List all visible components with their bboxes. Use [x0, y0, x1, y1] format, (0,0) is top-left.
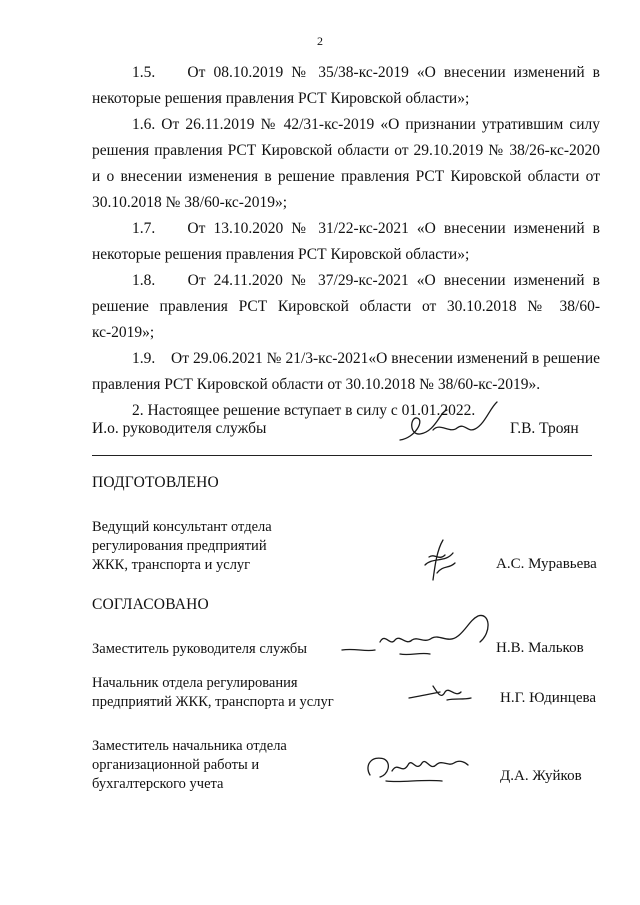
- page-number: 2: [317, 34, 323, 48]
- item-1-6: 1.6. От 26.11.2019 № 42/31-кс-2019 «О признании утратившим силу решения правления РСТ Кировской области от 29.10.2019 № 38/26-кс-2020 и о внесении изменения в решение правления РСТ Кировской области от 30.10.2018 № 38/60-кс-2019»;: [92, 116, 600, 211]
- item-1-8: 1.8. От 24.11.2020 № 37/29-кс-2021 «О внесении изменений в решение правления РСТ Кировской области от 30.10.2018 № 38/60-кс-2019»;: [92, 272, 600, 341]
- approver-1-position: Заместитель руководителя службы: [92, 641, 308, 657]
- approver-3-signature: [362, 745, 472, 785]
- final-clause: 2. Настоящее решение вступает в силу с 01.01.2022.: [132, 402, 476, 419]
- approver-2-name: Н.Г. Юдинцева: [500, 690, 597, 706]
- approver-2-position: Начальник отдела регулирования предприятий ЖКК, транспорта и услуг: [92, 675, 334, 710]
- approver-1-signature: [340, 612, 500, 662]
- item-1-9: 1.9. От 29.06.2021 № 21/3-кс-2021«О внесении изменений в решение правления РСТ Кировской области от 30.10.2018 № 38/60-кс-2019».: [92, 350, 600, 393]
- divider-line: [92, 455, 592, 456]
- prepared-name: А.С. Муравьева: [496, 556, 597, 572]
- prepared-title: ПОДГОТОВЛЕНО: [92, 474, 219, 491]
- head-title: И.о. руководителя службы: [92, 420, 267, 437]
- prepared-position: Ведущий консультант отдела регулирования предприятий ЖКК, транспорта и услуг: [92, 519, 272, 573]
- approver-1-name: Н.В. Мальков: [496, 640, 584, 656]
- approver-3-position: Заместитель начальника отдела организационной работы и бухгалтерского учета: [92, 738, 287, 792]
- approved-title: СОГЛАСОВАНО: [92, 596, 209, 613]
- head-signature: [395, 400, 505, 450]
- item-1-7: 1.7. От 13.10.2020 № 31/22-кс-2021 «О внесении изменений в некоторые решения правления РСТ Кировской области»;: [92, 220, 600, 263]
- approver-3-name: Д.А. Жуйков: [500, 768, 582, 784]
- head-name: Г.В. Троян: [510, 420, 579, 437]
- decision-items: [92, 60, 600, 424]
- prepared-signature: [415, 535, 465, 585]
- item-1-5: 1.5. От 08.10.2019 № 35/38-кс-2019 «О внесении изменений в некоторые решения правления РСТ Кировской области»;: [92, 64, 600, 107]
- approver-2-signature: [405, 678, 475, 708]
